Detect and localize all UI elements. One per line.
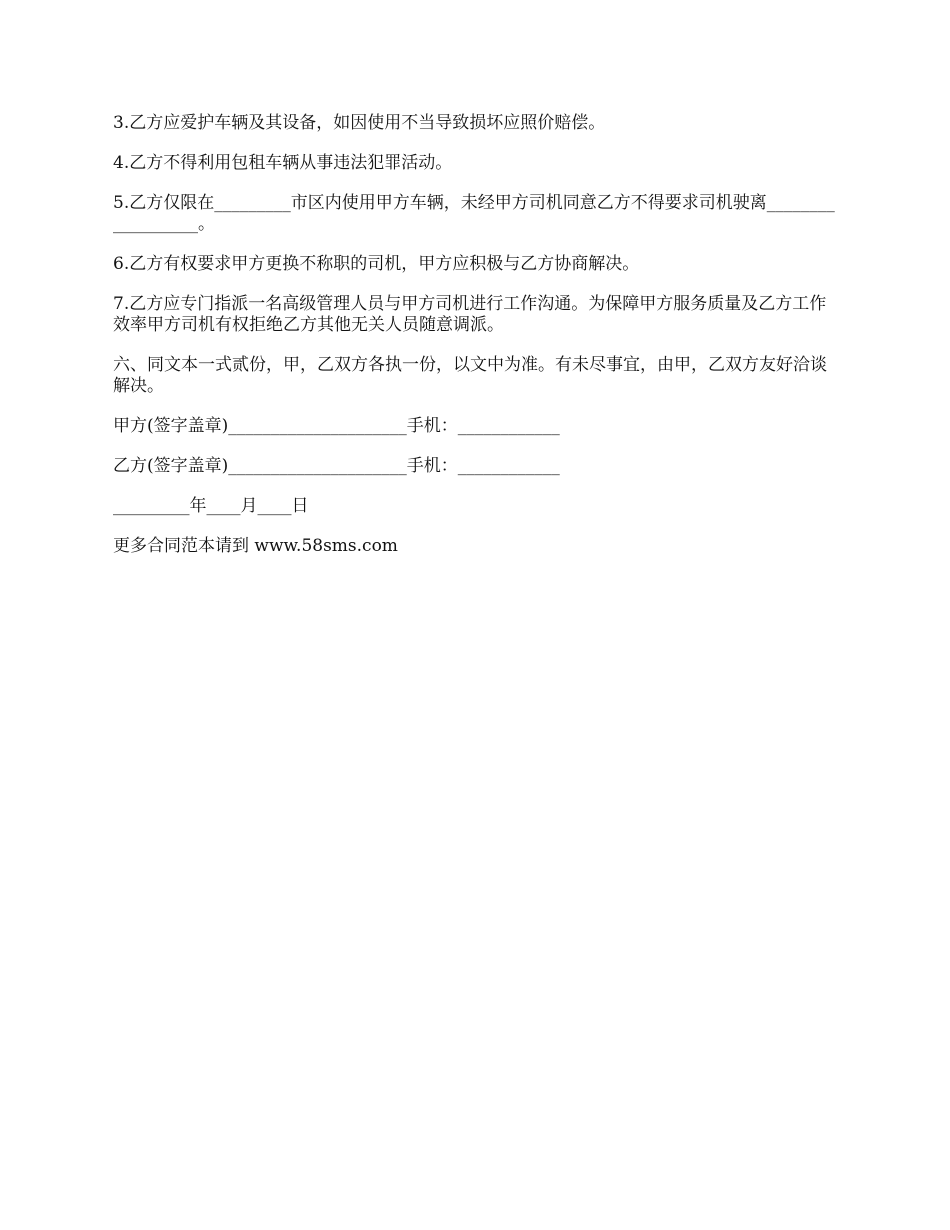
- party-a-signature-line: 甲方(签字盖章)_____________________手机：____________: [113, 416, 560, 436]
- document-body: [113, 113, 841, 576]
- date-line: _________年____月____日: [113, 496, 309, 516]
- clause-3: 3.乙方应爱护车辆及其设备，如因使用不当导致损坏应照价赔偿。: [113, 113, 606, 133]
- clause-4: 4.乙方不得利用包租车辆从事违法犯罪活动。: [113, 153, 453, 173]
- clause-7: 7.乙方应专门指派一名高级管理人员与甲方司机进行工作沟通。为保障甲方服务质量及乙方工作效率甲方司机有权拒绝乙方其他无关人员随意调派。: [113, 294, 827, 335]
- clause-5: 5.乙方仅限在_________市区内使用甲方车辆，未经甲方司机同意乙方不得要求司机驶离__________________。: [113, 193, 835, 234]
- footer-source-line: 更多合同范本请到 www.58sms.com: [113, 536, 398, 556]
- section-6-copies: 六、同文本一式贰份，甲，乙双方各执一份，以文中为准。有未尽事宜，由甲，乙双方友好洽谈解决。: [113, 355, 827, 396]
- clause-6: 6.乙方有权要求甲方更换不称职的司机，甲方应积极与乙方协商解决。: [113, 254, 640, 274]
- party-b-signature-line: 乙方(签字盖章)_____________________手机：____________: [113, 456, 560, 476]
